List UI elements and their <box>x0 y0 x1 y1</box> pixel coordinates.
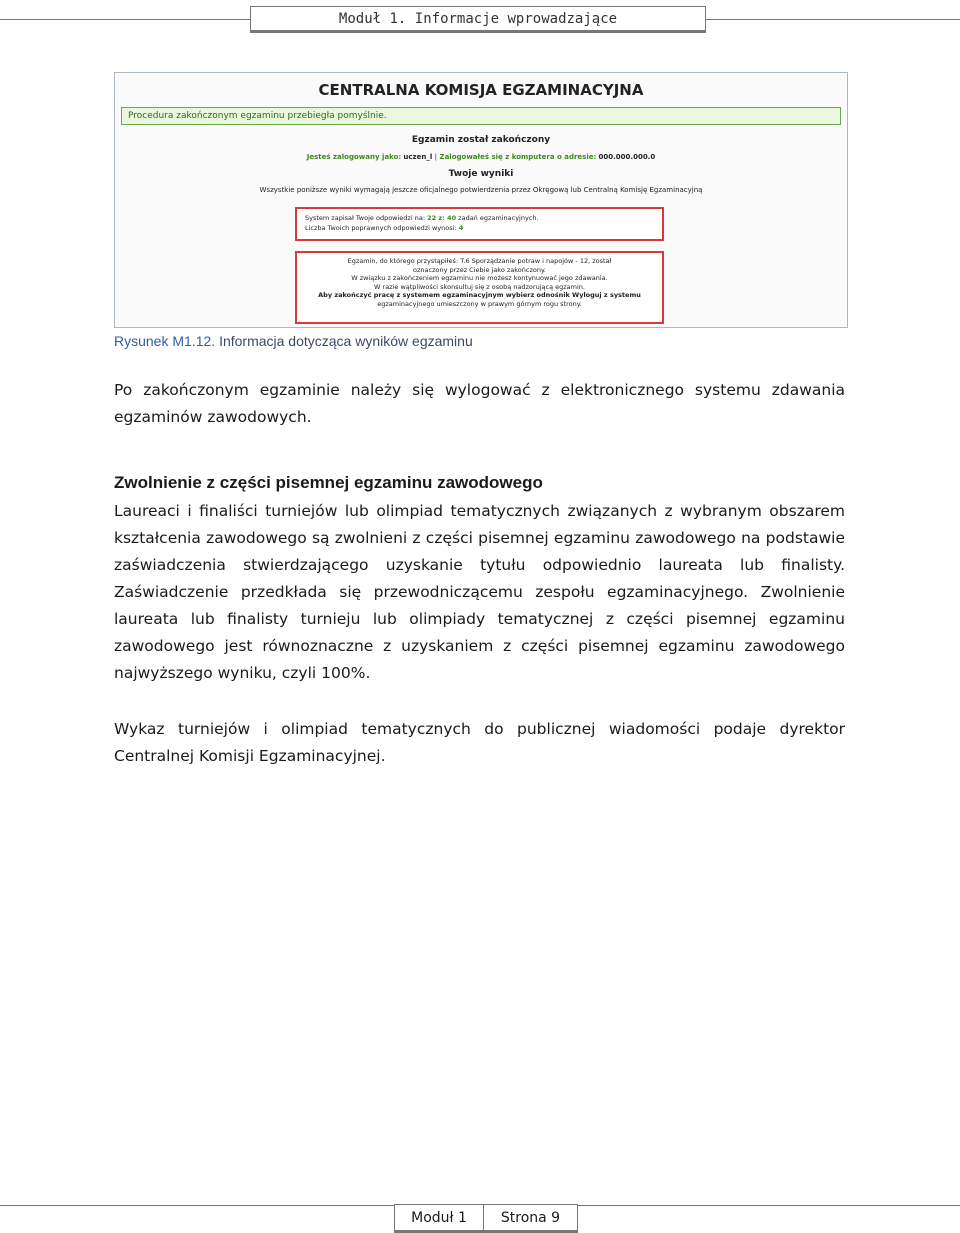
figure-login-mid: | Zalogowałeś się z komputera o adresie: <box>434 153 597 161</box>
figure-info-line: Egzamin, do którego przystąpiłeś: T.6 Sporządzanie potraw i napojów - 12, został <box>347 257 612 265</box>
figure-answers-count: 22 z: 40 <box>427 214 457 222</box>
figure-login-ip: 000.000.000.0 <box>598 153 656 161</box>
figure-exam-done: Egzamin został zakończony <box>411 135 551 145</box>
footer-rule-left <box>0 1205 394 1206</box>
figure-login-prefix: Jesteś zalogowany jako: <box>306 153 402 161</box>
exam-result-screenshot <box>114 72 848 328</box>
figure-info-line: W razie wątpliwości skonsultuj się z osobą nadzorującą egzamin. <box>374 282 585 291</box>
paragraph-list: Wykaz turniejów i olimpiad tematycznych do publicznej wiadomości podaje dyrektor Centralnej Komisji Egzaminacyjnej. <box>114 720 845 765</box>
figure-answers-box <box>295 207 664 241</box>
figure-caption <box>114 333 473 349</box>
figure-info-line: egzaminacyjnego umieszczony w prawym górnym rogu strony. <box>377 299 582 308</box>
footer-rule-right <box>578 1205 960 1206</box>
figure-correct-line: Liczba Twoich poprawnych odpowiedzi wynosi: 4 <box>305 224 464 232</box>
figure-login-user: uczen_l <box>403 153 433 161</box>
footer-module: Moduł 1 <box>394 1204 484 1233</box>
figure-info-box <box>295 251 664 324</box>
footer-page-number: Strona 9 <box>483 1204 578 1233</box>
paragraph-logout: Po zakończonym egzaminie należy się wylogować z elektronicznego systemu zdawania egzaminów zawodowych. <box>114 381 845 426</box>
figure-your-results: Twoje wyniki <box>448 169 514 179</box>
header-rule-right <box>706 19 960 20</box>
header-rule-left <box>0 19 250 20</box>
figure-app-title: CENTRALNA KOMISJA EGZAMINACYJNA <box>318 81 644 99</box>
figure-info-line: W związku z zakończeniem egzaminu nie możesz kontynuować jego zdawania. <box>351 274 608 283</box>
figure-login-info <box>115 153 847 161</box>
figure-answers-line: System zapisał Twoje odpowiedzi na: 22 z: 40 zadań egzaminacyjnych. <box>305 214 539 222</box>
header-title: Moduł 1. Informacje wprowadzające <box>250 6 706 33</box>
figure-results-note: Wszystkie poniższe wyniki wymagają jeszcze oficjalnego potwierdzenia przez Okręgową lub Centralną Komisję Egzaminacyjną <box>259 186 703 194</box>
figure-caption-label: Rysunek M1.12. <box>114 333 216 349</box>
figure-info-line: Aby zakończyć pracę z systemem egzaminacyjnym wybierz odnośnik Wyloguj z systemu <box>318 291 641 300</box>
figure-caption-text: Informacja dotycząca wyników egzaminu <box>219 333 473 349</box>
figure-info-line: oznaczony przez Ciebie jako zakończony. <box>413 265 546 274</box>
paragraph-exemption: Laureaci i finaliści turniejów lub olimpiad tematycznych związanych z wybranym obszarem kształcenia zawodowego są zwolnieni z części pisemnej egzaminu zawodowego na podstawie zaświadczenia stwierdzającego uzyskanie tytułu odpowiednio laureata lub finalisty. Zaświadczenie przedkłada się przewodniczącemu zespołu egzaminacyjnego. Zwolnienie laureata lub finalisty turnieju lub olimpiady tematycznej z części pisemnej egzaminu zawodowego jest równoznaczne z uzyskaniem z części pisemnej egzaminu zawodowego najwyższego wyniku, czyli 100%. <box>114 502 845 682</box>
figure-success-banner: Procedura zakończonym egzaminu przebiegła pomyślnie. <box>121 107 841 125</box>
figure-correct-count: 4 <box>458 224 464 232</box>
section-heading: Zwolnienie z części pisemnej egzaminu zawodowego <box>114 473 543 492</box>
